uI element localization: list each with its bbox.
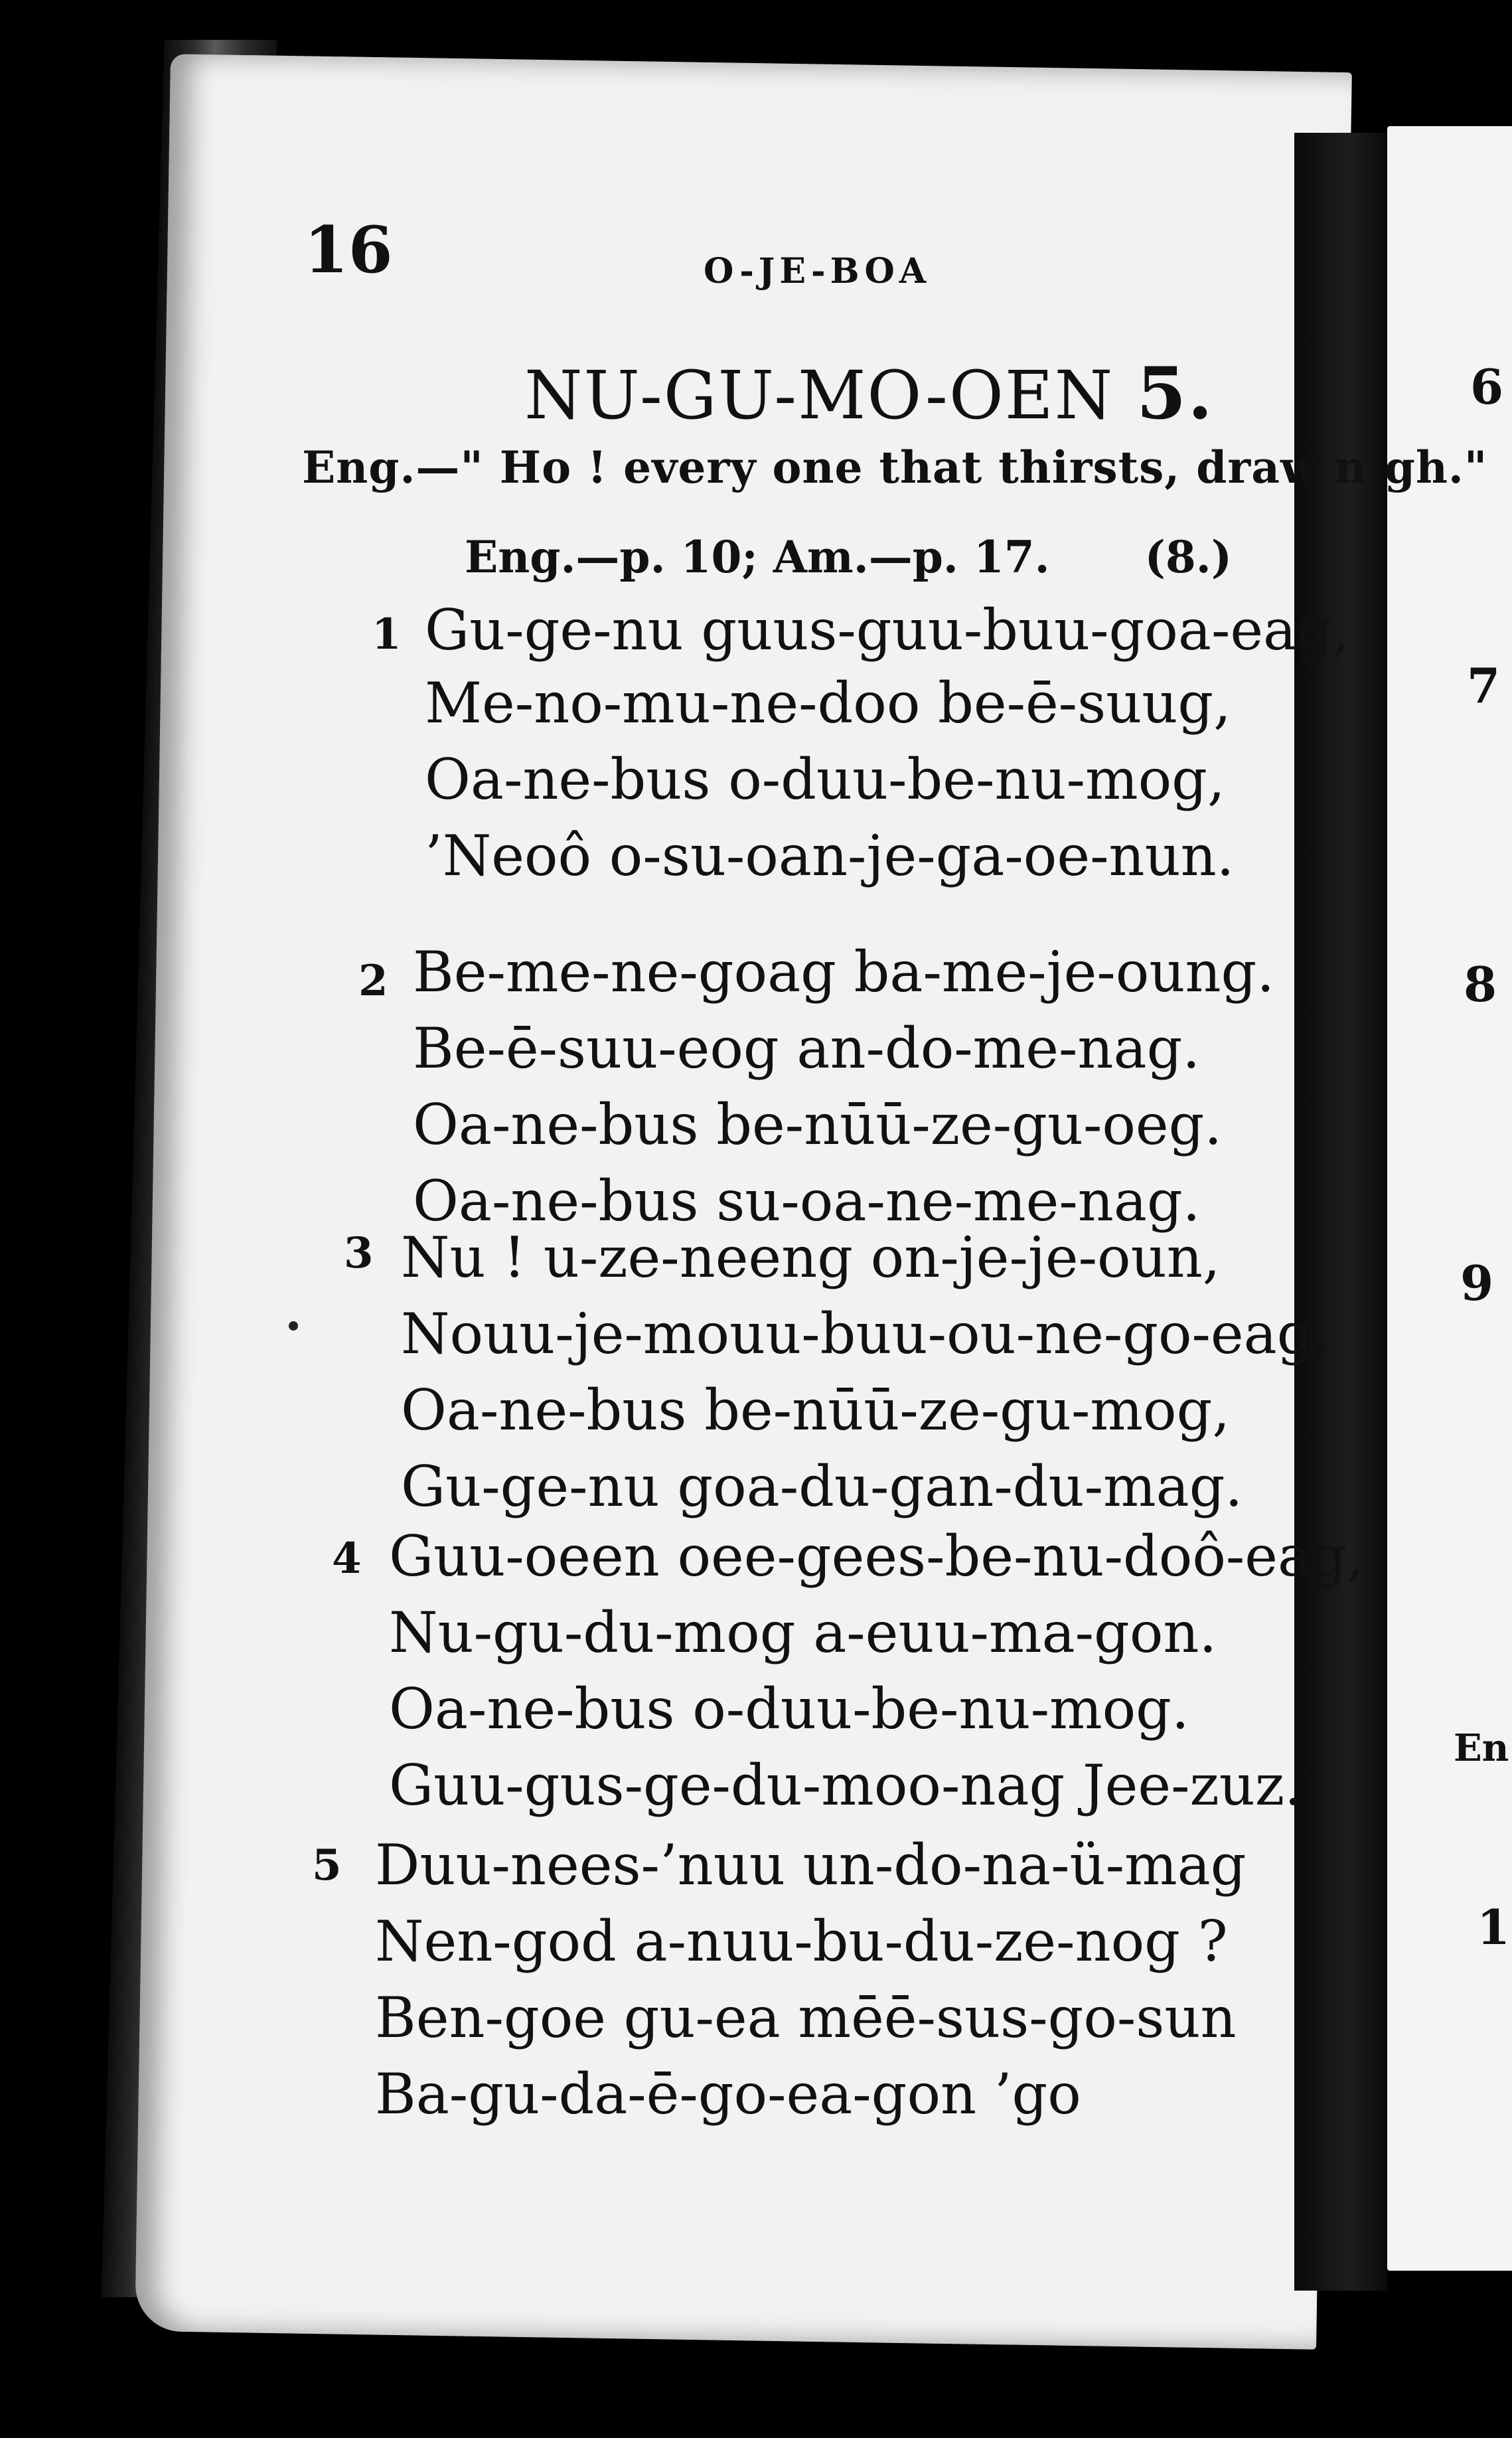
verse-line: Guu-oeen oee-gees-be-nu-doô-eag, <box>389 1524 1365 1589</box>
facing-page-number: 6 <box>1470 359 1504 415</box>
hymn-title-text: NU-GU-MO-OEN <box>524 357 1114 434</box>
verse-line: Gu-ge-nu goa-du-gan-du-mag. <box>401 1454 1243 1519</box>
verse-line: Ba-gu-da-ē-go-ea-gon ’go <box>375 2062 1081 2127</box>
verse-line: Oa-ne-bus be-nūū-ze-gu-oeg. <box>413 1092 1223 1157</box>
meter: (8.) <box>1144 531 1232 583</box>
page-reference <box>465 531 1232 583</box>
verse-line: Nen-god a-nuu-bu-du-ze-nog ? <box>375 1909 1228 1974</box>
verse-line: Oa-ne-bus su-oa-ne-me-nag. <box>413 1169 1201 1234</box>
facing-page-number: 8 <box>1464 956 1497 1013</box>
reference-text: Eng.—p. 10; Am.—p. 17. <box>465 531 1050 583</box>
stanza-number: 5 <box>312 1840 342 1890</box>
page-number: 16 <box>304 212 393 287</box>
running-head: O-JE-BOA <box>704 251 931 291</box>
verse-line: Guu-gus-ge-du-moo-nag Jee-zuz. <box>389 1753 1302 1818</box>
stanza-number: 3 <box>344 1228 374 1278</box>
verse-line: Me-no-mu-ne-doo be-ē-suug, <box>425 671 1231 736</box>
verse-line: Oa-ne-bus o-duu-be-nu-mog. <box>389 1676 1189 1742</box>
verse-line: Ben-goe gu-ea mēē-sus-go-sun <box>375 1985 1237 2050</box>
verse-line: Duu-nees-’nuu un-do-na-ü-mag <box>375 1832 1247 1898</box>
stanza-number: 2 <box>358 956 388 1006</box>
hymn-title <box>524 352 1214 436</box>
stanza-number: 4 <box>332 1534 362 1584</box>
verse-line: Be-me-ne-goag ba-me-je-oung. <box>413 939 1275 1005</box>
verse-line: Oa-ne-bus be-nūū-ze-gu-mog, <box>401 1378 1231 1443</box>
facing-page-number: 7 <box>1467 657 1501 714</box>
verse-line: Oa-ne-bus o-duu-be-nu-mog, <box>425 747 1225 812</box>
verse-line: Gu-ge-nu guus-guu-buu-goa-eag, <box>425 598 1350 663</box>
facing-page-number: 1 <box>1477 1899 1511 1955</box>
verse-line: Be-ē-suu-eog an-do-me-nag. <box>413 1016 1201 1081</box>
verse-line: Nouu-je-mouu-buu-ou-ne-go-eag. <box>401 1301 1331 1366</box>
stanza-number: 1 <box>372 610 402 659</box>
verse-line: Nu ! u-ze-neeng on-je-je-oun, <box>401 1225 1221 1290</box>
hymn-number: 5. <box>1136 352 1214 436</box>
facing-page-text: En <box>1454 1726 1509 1770</box>
verse-line: Nu-gu-du-mog a-euu-ma-gon. <box>389 1600 1217 1665</box>
tune-reference: Eng.—" Ho ! every one that thirsts, draw nigh." <box>302 442 1488 493</box>
ink-dot <box>289 1321 298 1331</box>
verse-line: ’Neoô o-su-oan-je-ga-oe-nun. <box>425 823 1235 888</box>
facing-page-number: 9 <box>1460 1255 1494 1311</box>
